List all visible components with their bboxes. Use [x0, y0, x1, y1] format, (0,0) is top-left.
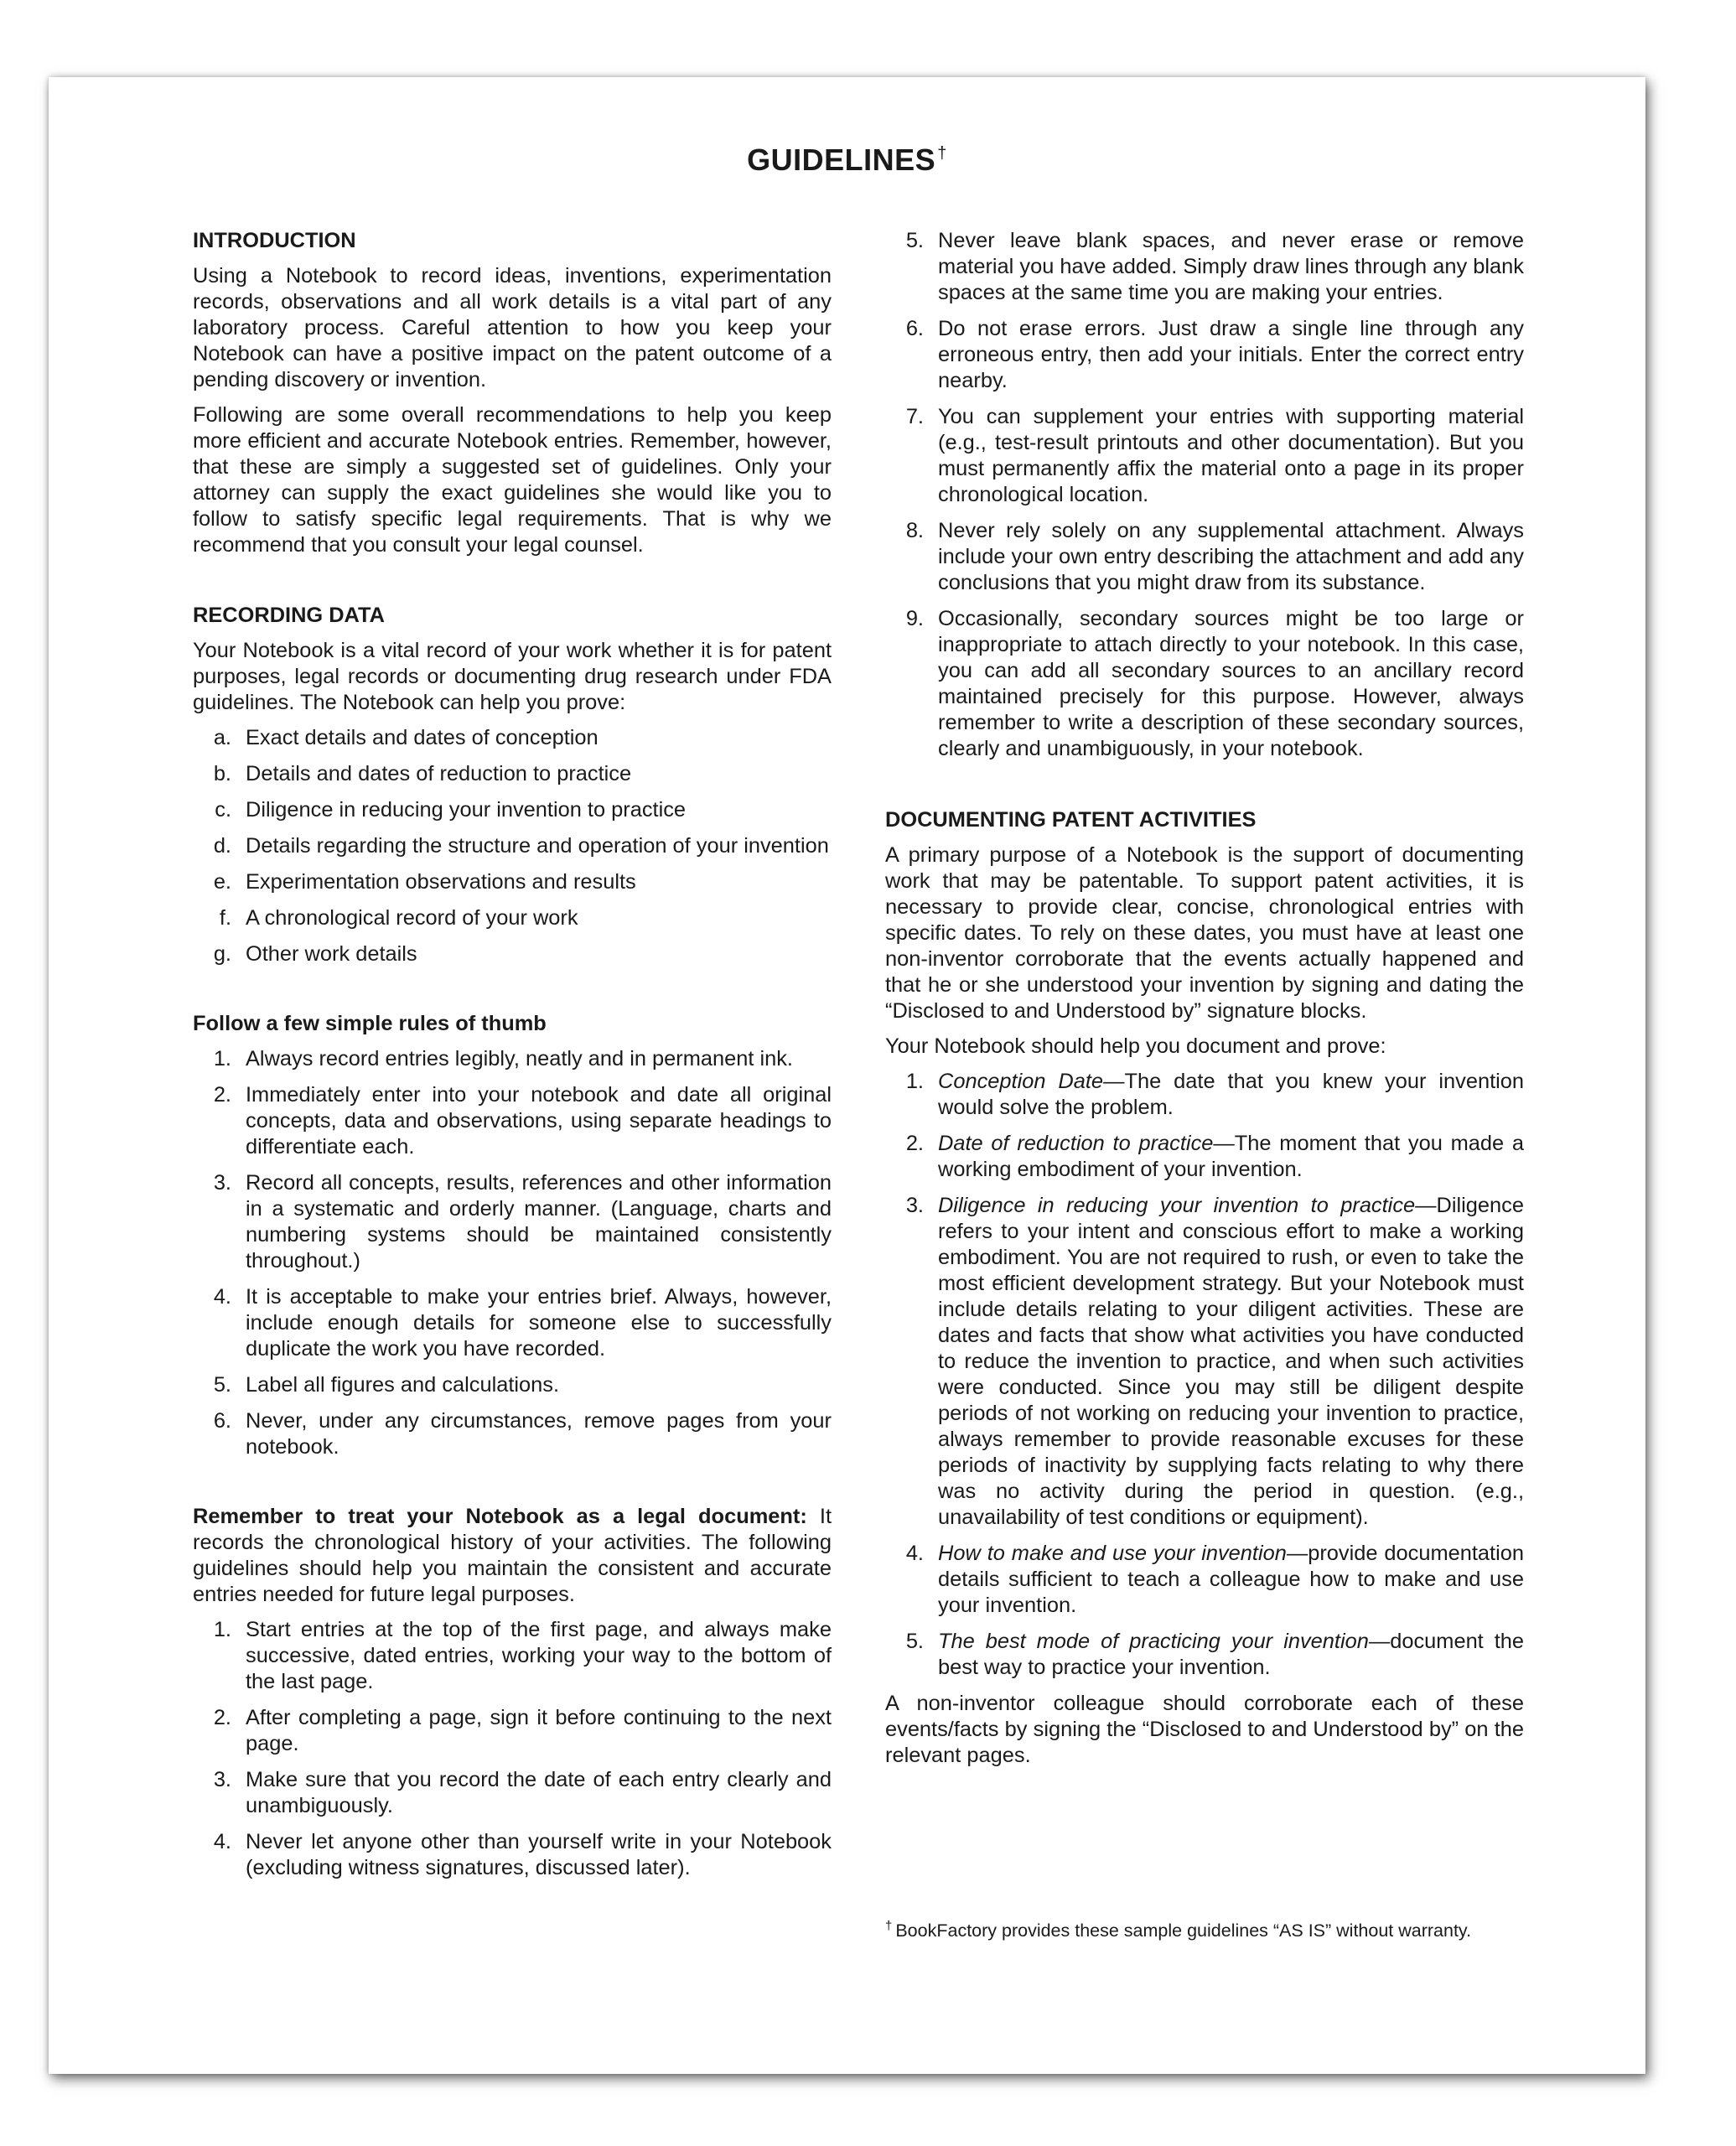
list-item: g. Other work details	[213, 942, 417, 966]
list-item: 3. Make sure that you record the date of each entry clearly and unambiguously.	[213, 1768, 832, 1817]
list-item: 2. After completing a page, sign it before continuing to the next page.	[213, 1706, 832, 1755]
document-page	[49, 77, 1645, 2074]
list-item: 8. Never rely solely on any supplemental attachment. Always include your own entry describing the attachment and add any conclusions that you might draw from its substance.	[905, 519, 1524, 594]
introduction-paragraph-2: Following are some overall recommendations to help you keep more efficient and accurate Notebook entries. Remember, however, that these are simply a suggested set of guidelines. Only your attorney can supply the exact guidelines she would like you to follow to satisfy specific legal requirements. That is why we recommend that you consult your legal counsel.	[193, 403, 832, 557]
legal-document-paragraph: Remember to treat your Notebook as a legal document: It records the chronological history of your activities. The following guidelines should help you maintain the consistent and accurate entries needed for future legal purposes.	[193, 1505, 832, 1606]
footnote	[885, 1915, 1471, 1942]
list-item: b. Details and dates of reduction to practice	[213, 762, 632, 785]
footnote-text: BookFactory provides these sample guidelines “AS IS” without warranty.	[895, 1921, 1472, 1941]
list-item: 3. Record all concepts, results, references and other information in a systematic and orderly manner. (Language, charts and numbering systems should be maintained consistently throughout.)	[213, 1171, 832, 1273]
list-item: d. Details regarding the structure and operation of your invention	[213, 834, 829, 858]
patent-paragraph-3: A non-inventor colleague should corroborate each of these events/facts by signing the “Disclosed to and Understood by” on the relevant pages.	[885, 1692, 1524, 1767]
list-item: c. Diligence in reducing your invention to practice	[215, 798, 687, 822]
list-item: 1. Start entries at the top of the first page, and always make successive, dated entries, working your way to the bottom of the last page.	[213, 1618, 832, 1693]
list-item: 9. Occasionally, secondary sources might be too large or inappropriate to attach directly to your notebook. In this case, you can add all secondary sources to an ancillary record maintained precisely for this purpose. However, always remember to write a description of these secondary sources, clearly and unambiguously, in your notebook.	[905, 607, 1524, 760]
list-item: 4. How to make and use your invention—provide documentation details sufficient to teach a colleague how to make and use your invention.	[905, 1542, 1524, 1617]
list-item: 5. Label all figures and calculations.	[213, 1373, 560, 1397]
list-item: 7. You can supplement your entries with supporting material (e.g., test-result printouts and other documentation). But you must permanently affix the material onto a page in its proper chronological location.	[905, 405, 1524, 506]
list-item: 5. Never leave blank spaces, and never erase or remove material you have added. Simply draw lines through any blank spaces at the same time you are making your entries.	[905, 229, 1524, 304]
page-title	[49, 143, 1645, 178]
patent-paragraph-2: Your Notebook should help you document and prove:	[885, 1034, 1386, 1058]
list-item: 5. The best mode of practicing your invention—document the best way to practice your invention.	[905, 1630, 1524, 1679]
list-item: f. A chronological record of your work	[219, 906, 578, 930]
list-item: 2. Immediately enter into your notebook and date all original concepts, data and observations, using separate headings to differentiate each.	[213, 1083, 832, 1159]
patent-paragraph-1: A primary purpose of a Notebook is the support of documenting work that may be patentable. To support patent activities, it is necessary to provide clear, concise, chronological entries with specific dates. To rely on these dates, you must have at least one non-inventor corroborate that the events actually happened and that he or she understood your invention by signing and dating the “Disclosed to and Understood by” signature blocks.	[885, 843, 1524, 1023]
list-item: a. Exact details and dates of conception	[213, 726, 599, 749]
list-item: 3. Diligence in reducing your invention to practice—Diligence refers to your intent and conscious effort to make a working embodiment. You are not required to rush, or even to take the most efficient development strategy. But your Notebook must include details relating to your diligent activities. These are dates and facts that show what activities you have conducted to reduce the invention to practice, and when such activities were conducted. Since you may still be diligent despite periods of not working on reducing your invention to practice, always remember to provide reasonable excuses for these periods of inactivity by supplying facts relating to why there was no activity during the period in question. (e.g., unavailability of test conditions or equipment).	[905, 1194, 1524, 1529]
introduction-heading: INTRODUCTION	[193, 229, 356, 252]
prove-list	[193, 725, 832, 967]
rules-heading: Follow a few simple rules of thumb	[193, 1012, 547, 1035]
list-item: 4. Never let anyone other than yourself write in your Notebook (excluding witness signatures, discussed later).	[213, 1830, 832, 1879]
patent-list	[885, 1069, 1524, 1681]
list-item: 4. It is acceptable to make your entries brief. Always, however, include enough details for someone else to successfully duplicate the work you have recorded.	[213, 1285, 832, 1361]
rules-list	[193, 1046, 832, 1460]
introduction-paragraph-1: Using a Notebook to record ideas, inventions, experimentation records, observations and all work details is a vital part of any laboratory process. Careful attention to how you keep your Notebook can have a positive impact on the patent outcome of a pending discovery or invention.	[193, 264, 832, 391]
list-item: 1. Always record entries legibly, neatly and in permanent ink.	[213, 1047, 793, 1070]
recording-data-heading: RECORDING DATA	[193, 604, 385, 627]
legal-document-lead: Remember to treat your Notebook as a legal document:	[193, 1505, 807, 1528]
left-column	[193, 228, 832, 1891]
list-item: 6. Do not erase errors. Just draw a single line through any erroneous entry, then add your initials. Enter the correct entry nearby.	[905, 317, 1524, 392]
patent-activities-heading: DOCUMENTING PATENT ACTIVITIES	[885, 808, 1257, 832]
recording-data-paragraph: Your Notebook is a vital record of your work whether it is for patent purposes, legal records or documenting drug research under FDA guidelines. The Notebook can help you prove:	[193, 639, 832, 714]
legal-list-part-2	[885, 228, 1524, 762]
footnote-dagger: †	[885, 1919, 893, 1933]
list-item: 2. Date of reduction to practice—The moment that you made a working embodiment of your invention.	[905, 1132, 1524, 1181]
list-item: 1. Conception Date—The date that you knew your invention would solve the problem.	[905, 1070, 1525, 1119]
list-item: 6. Never, under any circumstances, remove pages from your notebook.	[213, 1409, 832, 1459]
title-text: GUIDELINES	[747, 143, 936, 177]
list-item: e. Experimentation observations and results	[213, 870, 636, 894]
title-dagger: †	[937, 144, 947, 163]
legal-list-part-1	[193, 1617, 832, 1881]
right-column	[885, 228, 1524, 1778]
